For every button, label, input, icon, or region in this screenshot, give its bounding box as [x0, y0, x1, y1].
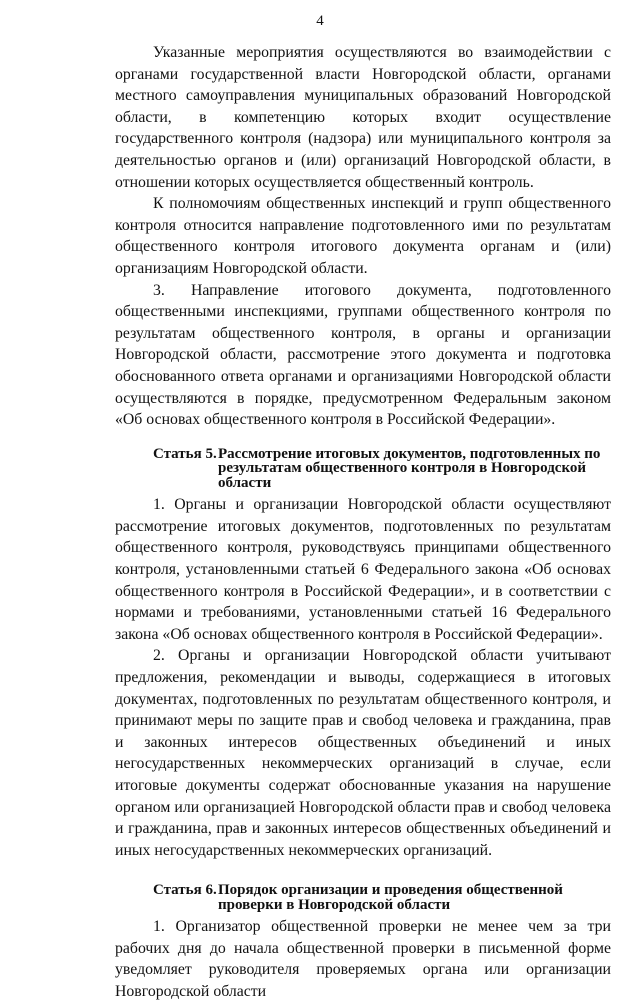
article-title: Рассмотрение итоговых документов, подготовленных по результатам общественного контроля в Новгородской области	[218, 445, 601, 491]
page-number: 4	[316, 13, 324, 29]
paragraph: Указанные мероприятия осуществляются во взаимодействии с органами государственной власти Новгородской области, органами местного самоуправления муниципальных образований Новгородской области, в компетенцию которых входит осуществление государственного контроля (надзора) или муниципального контроля за деятельностью органов и (или) организаций Новгородской области, в отношении которых осуществляется общественный контроль.	[115, 44, 611, 191]
article-6-heading	[115, 883, 611, 912]
article-number: Статья 5.	[153, 445, 217, 462]
article-number: Статья 6.	[153, 882, 217, 899]
paragraph: 1. Организатор общественной проверки не менее чем за три рабочих дня до начала общественной проверки в письменной форме уведомляет руководителя проверяемых органа или организации Новгородской области	[115, 918, 611, 1001]
paragraph: 3. Направление итогового документа, подготовленного общественными инспекциями, группами общественного контроля по результатам общественного контроля, в органы и организации Новгородской области, рассмотрение этого документа и подготовка обоснованного ответа органами и организациями Новгородской области осуществляются в порядке, предусмотренном Федеральным законом «Об основах общественного контроля в Российской Федерации».	[115, 281, 611, 429]
article-title: Порядок организации и проведения общественной проверки в Новгородской области	[218, 882, 563, 913]
paragraph: 1. Органы и организации Новгородской области осуществляют рассмотрение итоговых документов, подготовленных по результатам общественного контроля, руководствуясь принципами общественного контроля, установленными статьей 6 Федерального закона «Об основах общественного контроля в Российской Федерации», и в соответствии с нормами и требованиями, установленными статьей 16 Федерального закона «Об основах общественного контроля в Российской Федерации».	[115, 496, 611, 643]
paragraph: 2. Органы и организации Новгородской области учитывают предложения, рекомендации и выводы, содержащиеся в итоговых документах, подготовленных по результатам общественного контроля, и принимают меры по защите прав и свобод человека и гражданина, прав и законных интересов общественных объединений и иных негосударственных некоммерческих организаций в случае, если итоговые документы содержат обоснованные указания на нарушение органом или организацией Новгородской области прав и свобод человека и гражданина, прав и законных интересов общественных объединений и иных негосударственных некоммерческих организаций.	[115, 647, 611, 859]
article-5-heading	[115, 447, 611, 491]
document-body	[115, 42, 611, 1003]
paragraph: К полномочиям общественных инспекций и групп общественного контроля относится направление подготовленного ими по результатам общественного контроля итогового документа органам и (или) организациям Новгородской области.	[115, 195, 611, 277]
